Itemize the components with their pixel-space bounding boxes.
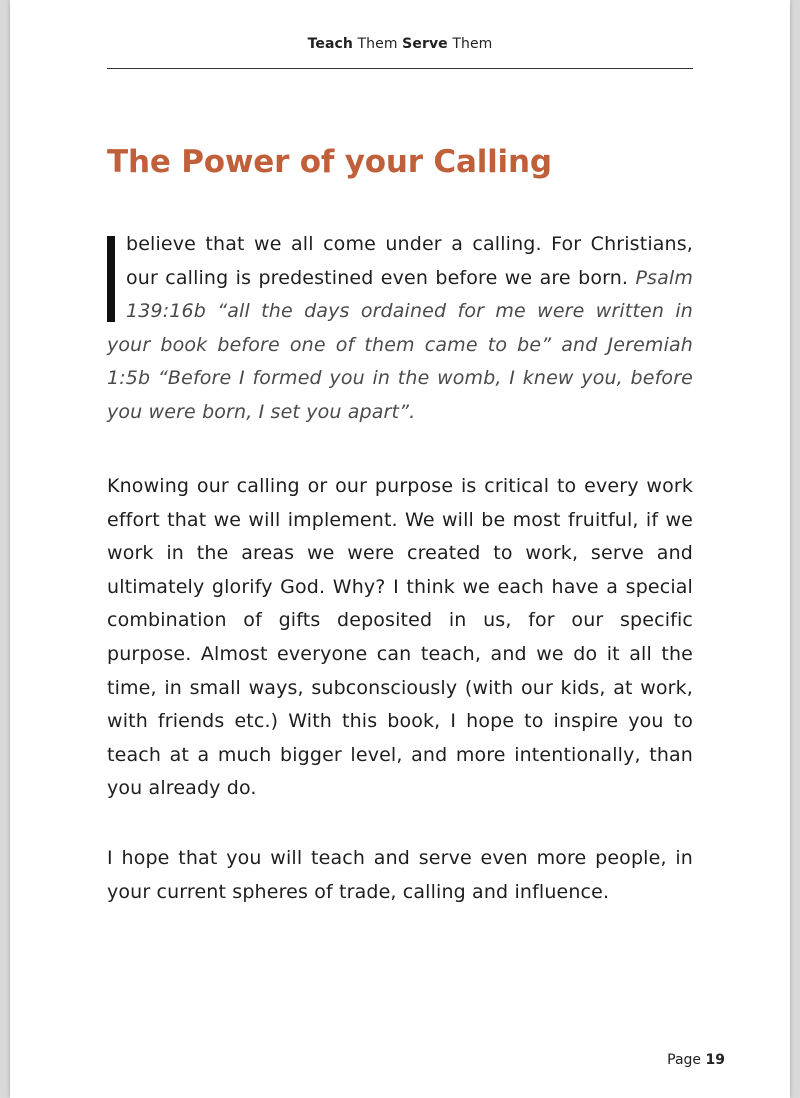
document-page [10, 0, 790, 1098]
drop-cap-i [107, 236, 115, 322]
intro-text: believe that we all come under a calling. For Christians, our calling is predestined even before we are born. [126, 233, 693, 289]
chapter-title: The Power of your Calling [107, 144, 552, 180]
header-divider [107, 68, 693, 69]
page-label: Page [667, 1052, 702, 1068]
header-them-2: Them [452, 36, 493, 52]
header-serve: Serve [402, 36, 448, 52]
paragraph-calling: Knowing our calling or our purpose is critical to every work effort that we will implement. We will be most fruitful, if we work in the areas we were created to work, serve and ultimately glorify God. Why? I think we each have a special combination of gifts deposited in us, for our specific purpose. Almost everyone can teach, and we do it all the time, in small ways, subconsciously (with our kids, at work, with friends etc.) With this book, I hope to inspire you to teach at a much bigger level, and more intentionally, than you already do. [107, 475, 693, 800]
header-teach: Teach [307, 36, 353, 52]
paragraph-hope: I hope that you will teach and serve even more people, in your current spheres of trade, calling and influence. [107, 847, 693, 903]
header-them-1: Them [357, 36, 398, 52]
running-header [107, 36, 693, 52]
paragraph-intro [107, 228, 693, 430]
page-number-value: 19 [705, 1052, 725, 1068]
page-number [667, 1052, 725, 1068]
scripture-quote: Psalm 139:16b “all the days ordained for me were written in your book before one of them came to be” and Jeremiah 1:5b “Before I formed you in the womb, I knew you, before you were born, I set you apart”. [107, 266, 693, 423]
